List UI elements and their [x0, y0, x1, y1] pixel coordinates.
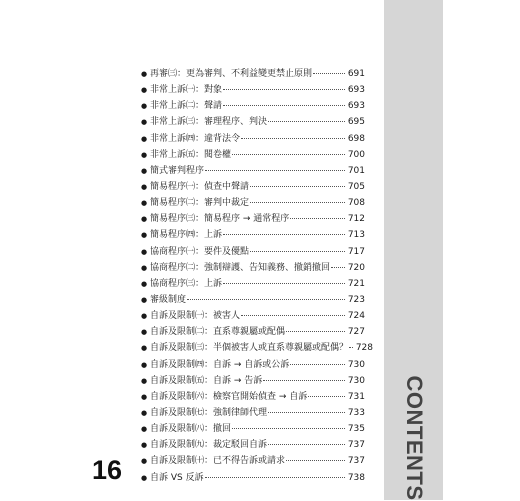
toc-entry-title: 簡易程序㈣：上訴 — [150, 230, 223, 241]
dot-leader — [268, 121, 345, 122]
toc-entry-title: 再審㈢：更為審判、不利益變更禁止原則 — [150, 69, 313, 79]
dot-leader — [250, 251, 345, 252]
toc-entry[interactable] — [141, 163, 365, 179]
bullet-icon: ● — [141, 150, 148, 159]
dot-leader — [331, 267, 345, 268]
toc-entry[interactable] — [141, 114, 365, 130]
toc-entry-page: 731 — [347, 391, 365, 402]
toc-entry-page: 717 — [347, 246, 365, 257]
toc-entry-title: 簡式審判程序 — [150, 165, 205, 176]
toc-entry-page: 737 — [347, 456, 365, 467]
toc-entry-title: 簡易程序㈢：簡易程序 → 通常程序 — [150, 214, 290, 225]
toc-entry[interactable] — [141, 260, 365, 276]
dot-leader — [223, 105, 345, 106]
toc-entry-page: 708 — [347, 198, 365, 209]
toc-entry-title: 自訴及限制㈣：自訴 → 自訴或公訴 — [150, 359, 290, 370]
toc-entry-title: 自訴及限制㈢：半個被害人或直系尊親屬或配偶？ — [150, 343, 349, 354]
bullet-icon: ● — [141, 86, 148, 95]
dot-leader — [286, 460, 345, 461]
toc-entry-title: 自訴及限制㈥：檢察官開始偵查 → 自訴 — [150, 391, 308, 402]
dot-leader — [205, 477, 345, 478]
toc-entry-page: 730 — [347, 359, 365, 370]
toc-entry-page: 700 — [347, 149, 365, 160]
toc-entry-page: 695 — [347, 117, 365, 128]
toc-entry-title: 自訴及限制㈤：自訴 → 告訴 — [150, 375, 263, 386]
toc-entry[interactable] — [141, 389, 365, 405]
bullet-icon: ● — [141, 473, 148, 482]
bullet-icon: ● — [141, 376, 148, 385]
toc-entry-page: 693 — [347, 101, 365, 112]
dot-leader — [223, 234, 345, 235]
toc-entry-title: 協商程序㈠：要件及優點 — [150, 246, 250, 257]
toc-entry[interactable] — [141, 276, 365, 292]
toc-entry-page: 733 — [347, 407, 365, 418]
bullet-icon: ● — [141, 247, 148, 256]
dot-leader — [263, 380, 345, 381]
toc-entry[interactable] — [141, 373, 365, 389]
page-number: 16 — [92, 455, 123, 485]
dot-leader — [250, 186, 345, 187]
toc-entry[interactable] — [141, 98, 365, 114]
bullet-icon: ● — [141, 457, 148, 466]
toc-entry-title: 自訴及限制㈨：裁定駁回自訴 — [150, 440, 268, 451]
toc-entry-title: 自訴 VS 反訴 — [150, 472, 204, 483]
toc-entry-page: 721 — [347, 278, 365, 289]
toc-entry[interactable] — [141, 211, 365, 227]
toc-entry-title: 非常上訴㈤：閱卷權 — [150, 149, 232, 160]
dot-leader — [205, 170, 345, 171]
toc-entry-title: 非常上訴㈣：違背法令 — [150, 133, 241, 144]
dot-leader — [223, 89, 345, 90]
bullet-icon: ● — [141, 231, 148, 240]
toc-entry-title: 自訴及限制㈠：被害人 — [150, 311, 241, 322]
bullet-icon: ● — [141, 360, 148, 369]
toc-entry-page: 730 — [347, 375, 365, 386]
toc-entry-page: 720 — [347, 262, 365, 273]
toc-entry-title: 非常上訴㈢：審理程序、判決 — [150, 117, 268, 128]
bullet-icon: ● — [141, 182, 148, 191]
toc-entry[interactable] — [141, 453, 365, 469]
toc-entry-title: 簡易程序㈡：審判中裁定 — [150, 198, 250, 209]
dot-leader — [223, 283, 345, 284]
dot-leader — [308, 396, 345, 397]
bullet-icon: ● — [141, 344, 148, 353]
bullet-icon: ● — [141, 425, 148, 434]
dot-leader — [268, 444, 345, 445]
toc-entry-title: 簡易程序㈠：偵查中聲請 — [150, 181, 250, 192]
dot-leader — [313, 73, 345, 74]
bullet-icon: ● — [141, 408, 148, 417]
bullet-icon: ● — [141, 392, 148, 401]
bullet-icon: ● — [141, 199, 148, 208]
toc-entry[interactable] — [141, 340, 374, 356]
bullet-icon: ● — [141, 263, 148, 272]
toc-entry-title: 自訴及限制㈡：直系尊親屬或配偶 — [150, 327, 286, 338]
toc-entry[interactable] — [141, 324, 365, 340]
toc-entry[interactable] — [141, 244, 365, 260]
toc-entry[interactable] — [141, 179, 365, 195]
bullet-icon: ● — [141, 441, 148, 450]
toc-entry-title: 協商程序㈢：上訴 — [150, 278, 223, 289]
toc-entry[interactable] — [141, 437, 365, 453]
dot-leader — [232, 154, 345, 155]
toc-entry-title: 自訴及限制㈦：強制律師代理 — [150, 407, 268, 418]
toc-entry-title: 自訴及限制㈧：撤回 — [150, 424, 232, 435]
toc-entry-page: 713 — [347, 230, 365, 241]
toc-entry-page: 728 — [355, 343, 374, 354]
toc-entry[interactable] — [141, 308, 365, 324]
dot-leader — [187, 299, 345, 300]
bullet-icon: ● — [141, 215, 148, 224]
dot-leader — [349, 347, 353, 348]
toc-entry-title: 非常上訴㈠：對象 — [150, 85, 223, 96]
bullet-icon: ● — [141, 279, 148, 288]
dot-leader — [232, 428, 345, 429]
toc-entry-title: 審級制度 — [150, 294, 187, 305]
toc-entry[interactable] — [141, 195, 365, 211]
bullet-icon: ● — [141, 166, 148, 175]
bullet-icon: ● — [141, 328, 148, 337]
toc-entry-page: 724 — [347, 311, 365, 322]
toc-entry-page: 737 — [347, 440, 365, 451]
toc-entry-page: 701 — [347, 165, 365, 176]
toc-entry-page: 698 — [347, 133, 365, 144]
side-tab — [384, 0, 443, 500]
bullet-icon: ● — [141, 118, 148, 127]
dot-leader — [268, 412, 345, 413]
toc-entry-page: 712 — [347, 214, 365, 225]
dot-leader — [241, 138, 345, 139]
toc-entry-page: 735 — [347, 424, 365, 435]
toc-entry[interactable] — [141, 82, 365, 98]
dot-leader — [241, 315, 345, 316]
toc-entry-page: 693 — [347, 85, 365, 96]
toc-entry-title: 非常上訴㈡：聲請 — [150, 101, 223, 112]
toc-entry[interactable] — [141, 357, 365, 373]
dot-leader — [290, 364, 345, 365]
toc-entry[interactable] — [141, 292, 365, 308]
toc-entry[interactable] — [141, 227, 365, 243]
contents-label: CONTENTS — [401, 375, 427, 501]
toc-entry[interactable] — [141, 131, 365, 147]
toc-entry-page: 705 — [347, 181, 365, 192]
bullet-icon: ● — [141, 312, 148, 321]
toc-entry[interactable] — [141, 421, 365, 437]
toc-entry[interactable] — [141, 147, 365, 163]
dot-leader — [286, 331, 345, 332]
toc-entry[interactable] — [141, 405, 365, 421]
toc-entry-page: 738 — [347, 472, 365, 483]
toc-entry-title: 自訴及限制㈩：已不得告訴或請求 — [150, 456, 286, 467]
toc-entry-page: 723 — [347, 294, 365, 305]
bullet-icon: ● — [141, 295, 148, 304]
toc-entry-title: 協商程序㈡：強制辯護、告知義務、撤銷撤回 — [150, 262, 331, 273]
dot-leader — [290, 218, 345, 219]
bullet-icon: ● — [141, 70, 148, 78]
toc-entry[interactable] — [141, 66, 365, 82]
bullet-icon: ● — [141, 134, 148, 143]
bullet-icon: ● — [141, 102, 148, 111]
table-of-contents — [141, 66, 374, 486]
toc-entry-page: 727 — [347, 327, 365, 338]
toc-entry-page: 691 — [347, 69, 365, 79]
toc-entry[interactable] — [141, 470, 365, 486]
dot-leader — [250, 202, 345, 203]
